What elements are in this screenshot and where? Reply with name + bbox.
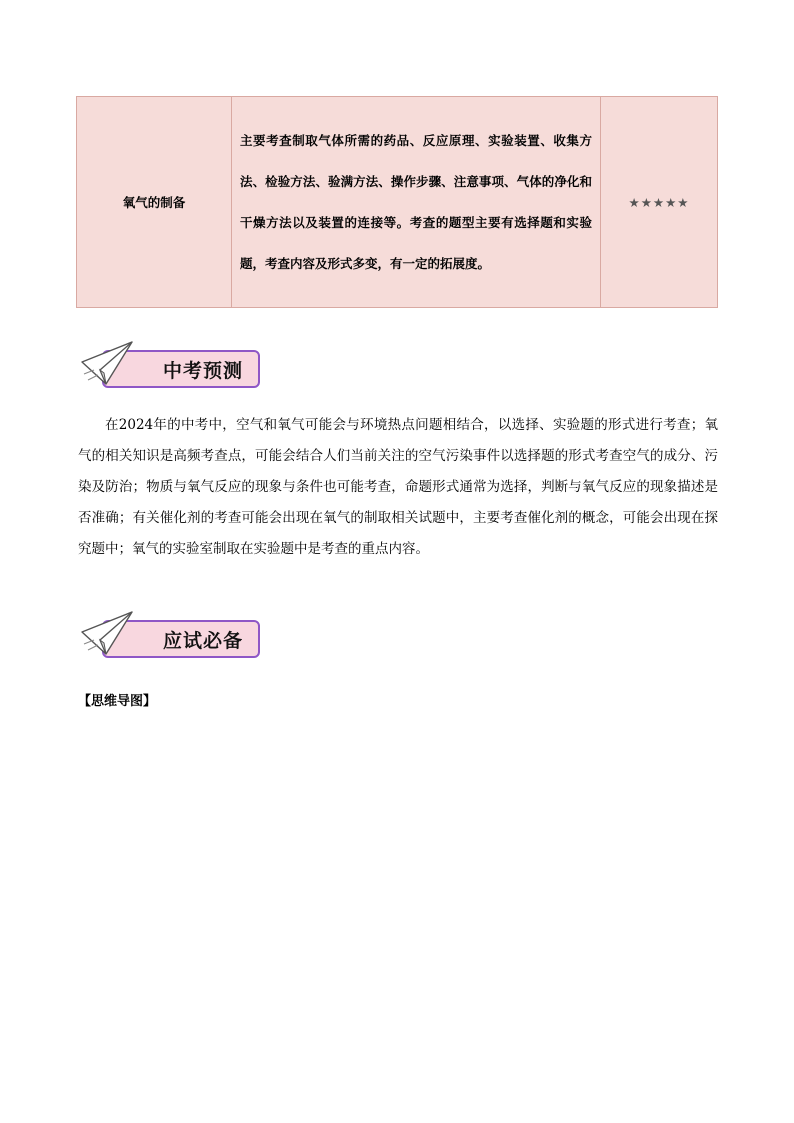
rating-stars: ★★★★★ [601, 97, 718, 308]
section-title: 中考预测 [162, 360, 243, 382]
forecast-paragraph: 在2024年的中考中，空气和氧气可能会与环境热点问题相结合，以选择、实验题的形式进行考查；氧气的相关知识是高频考查点，可能会结合人们当前关注的空气污染事件以选择题的形式考查空气的成分、污染及防治；物质与氧气反应的现象与条件也可能考查，命题形式通常为选择，判断与氧气反应的现象描述是否准确；有关催化剂的考查可能会出现在氧气的制取相关试题中，主要考查催化剂的概念，可能会出现在探究题中；氧气的实验室制取在实验题中是考查的重点内容。 [78, 417, 718, 557]
section-title: 应试必备 [162, 630, 243, 652]
mindmap-label: 【思维导图】 [78, 694, 157, 709]
table-row [77, 97, 718, 308]
paper-plane-icon [80, 340, 136, 388]
section-header-forecast [80, 344, 270, 396]
section-header-prep [80, 614, 270, 666]
topic-cell: 氧气的制备 [77, 97, 232, 308]
paper-plane-icon [80, 610, 136, 658]
description-cell: 主要考查制取气体所需的药品、反应原理、实验装置、收集方法、检验方法、验满方法、操作步骤、注意事项、气体的净化和干燥方法以及装置的连接等。考查的题型主要有选择题和实验题，考查内容及形式多变，有一定的拓展度。 [232, 97, 601, 308]
exam-topic-table [76, 96, 718, 308]
